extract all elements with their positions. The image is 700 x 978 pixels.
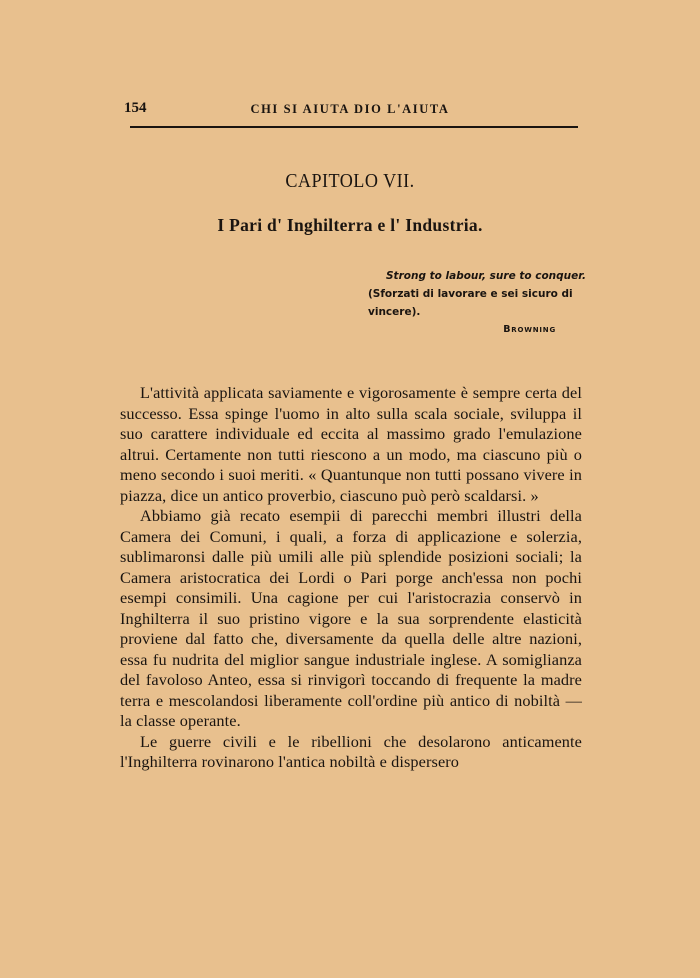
header-rule	[130, 126, 578, 128]
epigraph-english: Strong to labour, sure to conquer.	[386, 270, 586, 282]
running-title: CHI SI AIUTA DIO L'AIUTA	[250, 102, 450, 116]
chapter-number: CAPITOLO VII.	[285, 171, 415, 192]
body-text	[120, 383, 582, 773]
paragraph: L'attività applicata saviamente e vigorosamente è sempre certa del successo. Essa spinge l'uomo in alto sulla scala sociale, sviluppa il suo carattere individuale ed eccita al massimo grado l'emulazione altrui. Certamente non tutti riescono a un modo, ma ciascuno più o meno secondo i suoi meriti. « Quantunque non tutti possano vivere in piazza, dice un antico proverbio, ciascuno può però scaldarsi. »	[120, 383, 582, 505]
epigraph-author: Browning	[503, 324, 556, 335]
page-header	[124, 100, 576, 122]
epigraph-italian: (Sforzati di lavorare e sei sicuro di vincere).	[368, 288, 573, 318]
epigraph	[368, 267, 588, 339]
page-number: 154	[124, 100, 147, 116]
chapter-title: I Pari d' Inghilterra e l' Industria.	[217, 215, 483, 235]
paragraph: Abbiamo già recato esempii di parecchi membri illustri della Camera dei Comuni, i quali, a forza di applicazione e solerzia, sublimaronsi dalle più umili alle più splendide posizioni sociali; la Camera aristocratica dei Lordi o Pari porge anch'essa non pochi esempi consimili. Una cagione per cui l'aristocrazia conservò in Inghilterra il suo pristino vigore e la sua sorprendente elasticità proviene dal fatto che, diversamente da quella delle altre nazioni, essa fu nudrita del miglior sangue industriale inglese. A somiglianza del favoloso Anteo, essa si rinvigorì toccando di frequente la madre terra e mescolandosi liberamente coll'ordine più antico di nobiltà — la classe operante.	[120, 506, 582, 730]
paragraph: Le guerre civili e le ribellioni che desolarono anticamente l'Inghilterra rovinarono l'antica nobiltà e dispersero	[120, 731, 582, 771]
